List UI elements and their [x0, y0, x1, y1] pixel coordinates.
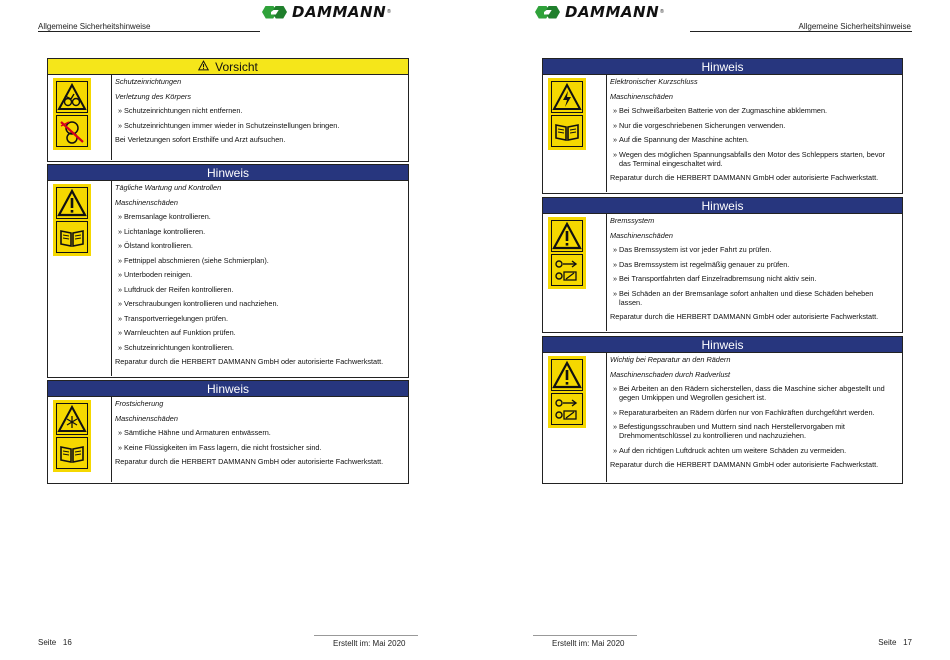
bullet-text: Befestigungsschrauben und Muttern sind nach Herstellervorgaben mit Drehmomentschlüssel zu kontrollieren und nachzuziehen.	[619, 422, 845, 440]
bullet-item	[610, 446, 898, 455]
general-warning-icon	[551, 359, 583, 391]
pictogram-column	[543, 353, 607, 482]
panel-subtitle: Maschinenschäden	[610, 230, 673, 240]
header-section-title: Allgemeine Sicherheitshinweise	[38, 22, 151, 31]
bullet-marker: »	[118, 428, 123, 437]
brake-check-icon	[551, 254, 583, 286]
bullet-marker: »	[613, 120, 618, 130]
bullet-marker: »	[118, 120, 123, 130]
bullet-marker: »	[613, 445, 618, 455]
panel-subtitle: Tägliche Wartung und Kontrollen	[115, 183, 222, 192]
bullet-text: Bei Schweißarbeiten Batterie von der Zugmaschine abklemmen.	[619, 106, 828, 115]
no-rotating-parts-icon	[56, 115, 88, 147]
panel-heading	[543, 59, 902, 75]
bullet-text: Bei Schäden an der Bremsanlage sofort anhalten und diese Schäden beheben lassen.	[619, 288, 874, 307]
bullet-text: Wegen des möglichen Spannungsabfalls den Motor des Schleppers starten, bevor das Terminal eingeschaltet wird.	[619, 149, 885, 168]
created-date-left: Erstellt im: Mai 2020	[333, 639, 406, 648]
right-page	[475, 0, 950, 660]
panel-heading-text: Hinweis	[701, 198, 744, 213]
bullet-marker: »	[613, 106, 618, 115]
bullet-item	[115, 270, 404, 279]
bullet-marker: »	[118, 328, 123, 337]
bullet-item	[115, 299, 404, 308]
bullet-text: Das Bremssystem ist vor jeder Fahrt zu prüfen.	[619, 245, 772, 254]
panel-heading	[48, 165, 408, 181]
bullet-text: Verschraubungen kontrollieren und nachziehen.	[124, 299, 279, 308]
pictogram-label	[53, 400, 91, 472]
notice-panel-brake-system	[542, 197, 903, 333]
bullet-item	[115, 212, 404, 221]
bullet-marker: »	[118, 106, 123, 115]
pictogram-label	[53, 78, 91, 150]
footer-rule-right	[533, 635, 637, 636]
bullet-text: Reparaturarbeiten an Rädern dürfen nur von Fachkräften durchgeführt werden.	[619, 407, 875, 417]
bullet-text: Schutzeinrichtungen immer wieder in Schutzeinstellungen bringen.	[124, 120, 340, 130]
bullet-item	[115, 343, 404, 352]
pictogram-column	[48, 75, 112, 160]
bullet-item	[115, 428, 404, 437]
panel-text	[112, 181, 408, 376]
general-warning-icon	[56, 187, 88, 219]
panel-text	[112, 397, 408, 482]
pictogram-label	[548, 217, 586, 289]
entanglement-hazard-icon	[56, 81, 88, 113]
pictogram-column	[543, 75, 607, 192]
bullet-marker: »	[118, 226, 123, 236]
bullet-text: Ölstand kontrollieren.	[124, 241, 193, 250]
panel-footer-note: Bei Verletzungen sofort Ersthilfe und Arzt aufsuchen.	[115, 135, 286, 144]
panel-text	[607, 353, 902, 482]
bullet-item	[610, 150, 898, 168]
bullet-text: Auf die Spannung der Maschine achten.	[619, 135, 749, 144]
bullet-text: Bei Arbeiten an den Rädern sicherstellen, dass die Maschine sicher abgestellt und gegen Umkippen und Wegrollen gesichert ist.	[619, 384, 885, 402]
pictogram-column	[48, 397, 112, 482]
panel-footer-note: Reparatur durch die HERBERT DAMMANN GmbH oder autorisierte Fachwerkstatt.	[610, 173, 879, 182]
panel-subtitle: Schutzeinrichtungen	[115, 77, 182, 86]
bullet-marker: »	[118, 255, 123, 265]
read-manual-icon	[56, 437, 88, 469]
notice-panel-daily-maintenance	[47, 164, 409, 378]
header-section-title: Allgemeine Sicherheitshinweise	[798, 22, 911, 31]
panel-heading	[48, 59, 408, 75]
read-manual-icon	[56, 221, 88, 253]
bullet-marker: »	[613, 407, 618, 417]
bullet-marker: »	[613, 259, 618, 269]
panel-heading-text: Hinweis	[206, 381, 249, 396]
bullet-item	[610, 260, 898, 269]
panel-subtitle: Maschinenschaden durch Radverlust	[610, 369, 731, 379]
bullet-marker: »	[118, 284, 123, 294]
dammann-logo	[262, 3, 391, 21]
header-rule	[690, 31, 912, 32]
panel-text	[607, 214, 902, 331]
panel-footer-note: Reparatur durch die HERBERT DAMMANN GmbH oder autorisierte Fachwerkstatt.	[115, 457, 384, 466]
bullet-text: Transportverriegelungen prüfen.	[124, 313, 228, 323]
bullet-marker: »	[613, 149, 618, 159]
bullet-text: Das Bremssystem ist regelmäßig genauer zu prüfen.	[619, 259, 790, 269]
frost-warning-icon	[56, 403, 88, 435]
logo-wordmark: DAMMANN	[565, 3, 660, 21]
panel-heading-text: Hinweis	[206, 165, 249, 180]
panel-subtitle: Maschinenschäden	[115, 413, 178, 423]
bullet-item	[610, 289, 898, 307]
panel-heading	[543, 337, 902, 353]
header-rule	[38, 31, 260, 32]
general-warning-icon	[551, 220, 583, 252]
panel-subtitle: Elektronischer Kurzschluss	[610, 77, 698, 86]
bullet-item	[610, 121, 898, 130]
bullet-marker: »	[118, 241, 123, 250]
dammann-logo-mark-icon	[535, 5, 561, 20]
page-number-right: Seite 17	[878, 638, 912, 647]
bullet-item	[610, 422, 898, 440]
panel-subtitle: Wichtig bei Reparatur an den Rädern	[610, 355, 731, 364]
bullet-item	[115, 314, 404, 323]
bullet-text: Sämtliche Hähne und Armaturen entwässern.	[124, 428, 271, 437]
bullet-item	[115, 285, 404, 294]
panel-subtitle: Maschinenschäden	[610, 91, 673, 101]
panel-subtitle: Maschinenschäden	[115, 197, 178, 207]
pictogram-column	[48, 181, 112, 376]
bullet-item	[115, 121, 404, 130]
bullet-item	[115, 227, 404, 236]
warning-triangle-icon	[198, 60, 209, 74]
bullet-text: Unterboden reinigen.	[124, 270, 193, 279]
bullet-item	[115, 443, 404, 452]
bullet-marker: »	[118, 270, 123, 279]
footer-rule-left	[314, 635, 418, 636]
bullet-text: Schutzeinrichtungen nicht entfernen.	[124, 106, 243, 115]
panel-heading-text: Hinweis	[701, 59, 744, 74]
bullet-text: Bremsanlage kontrollieren.	[124, 212, 211, 221]
bullet-item	[610, 106, 898, 115]
bullet-text: Schutzeinrichtungen kontrollieren.	[124, 342, 234, 352]
electrical-hazard-icon	[551, 81, 583, 113]
panel-heading	[48, 381, 408, 397]
bullet-marker: »	[613, 245, 618, 254]
bullet-marker: »	[118, 212, 123, 221]
panel-subtitle: Frostsicherung	[115, 399, 164, 408]
logo-wordmark: DAMMANN	[292, 3, 387, 21]
panel-text	[607, 75, 902, 192]
bullet-item	[610, 274, 898, 283]
panel-subtitle: Verletzung des Körpers	[115, 91, 191, 101]
bullet-text: Auf den richtigen Luftdruck achten um weitere Schäden zu vermeiden.	[619, 445, 847, 455]
panel-heading	[543, 198, 902, 214]
page-number-left: Seite 16	[38, 638, 72, 647]
panel-heading-text: Hinweis	[701, 337, 744, 352]
bullet-item	[115, 256, 404, 265]
bullet-text: Fettnippel abschmieren (siehe Schmierplan).	[124, 255, 269, 265]
bullet-item	[115, 241, 404, 250]
bullet-marker: »	[118, 313, 123, 323]
bullet-text: Keine Flüssigkeiten im Fass lagern, die nicht frostsicher sind.	[124, 442, 322, 452]
pictogram-label	[53, 184, 91, 256]
bullet-marker: »	[118, 442, 123, 452]
dammann-logo-mark-icon	[262, 5, 288, 20]
created-date-right: Erstellt im: Mai 2020	[552, 639, 625, 648]
notice-panel-electrical-short	[542, 58, 903, 194]
notice-panel-wheel-repair	[542, 336, 903, 484]
pictogram-label	[548, 356, 586, 428]
pictogram-label	[548, 78, 586, 150]
bullet-text: Nur die vorgeschriebenen Sicherungen verwenden.	[619, 120, 786, 130]
bullet-text: Bei Transportfahrten darf Einzelradbremsung nicht aktiv sein.	[619, 274, 817, 283]
panel-footer-note: Reparatur durch die HERBERT DAMMANN GmbH oder autorisierte Fachwerkstatt.	[115, 357, 384, 366]
pictogram-column	[543, 214, 607, 331]
panel-text	[112, 75, 408, 160]
bullet-item	[610, 245, 898, 254]
bullet-marker: »	[613, 384, 618, 393]
panel-heading-text: Vorsicht	[215, 59, 258, 74]
logo-registered: ®	[387, 9, 391, 15]
bullet-text: Lichtanlage kontrollieren.	[124, 226, 206, 236]
bullet-item	[610, 408, 898, 417]
bullet-marker: »	[613, 422, 618, 431]
panel-subtitle: Bremssystem	[610, 216, 655, 225]
bullet-item	[115, 328, 404, 337]
dammann-logo	[535, 3, 664, 21]
panel-footer-note: Reparatur durch die HERBERT DAMMANN GmbH oder autorisierte Fachwerkstatt.	[610, 460, 879, 469]
bullet-marker: »	[118, 342, 123, 352]
bullet-marker: »	[613, 274, 618, 283]
caution-panel-protective-devices	[47, 58, 409, 162]
read-manual-icon	[551, 115, 583, 147]
bullet-marker: »	[613, 288, 618, 298]
brake-check-icon	[551, 393, 583, 425]
panel-footer-note: Reparatur durch die HERBERT DAMMANN GmbH oder autorisierte Fachwerkstatt.	[610, 312, 879, 321]
bullet-item	[610, 384, 898, 402]
bullet-marker: »	[118, 299, 123, 308]
bullet-item	[115, 106, 404, 115]
notice-panel-frost-protection	[47, 380, 409, 484]
bullet-text: Warnleuchten auf Funktion prüfen.	[124, 328, 236, 337]
logo-registered: ®	[660, 9, 664, 15]
bullet-text: Luftdruck der Reifen kontrollieren.	[124, 284, 234, 294]
bullet-item	[610, 135, 898, 144]
bullet-marker: »	[613, 135, 618, 144]
